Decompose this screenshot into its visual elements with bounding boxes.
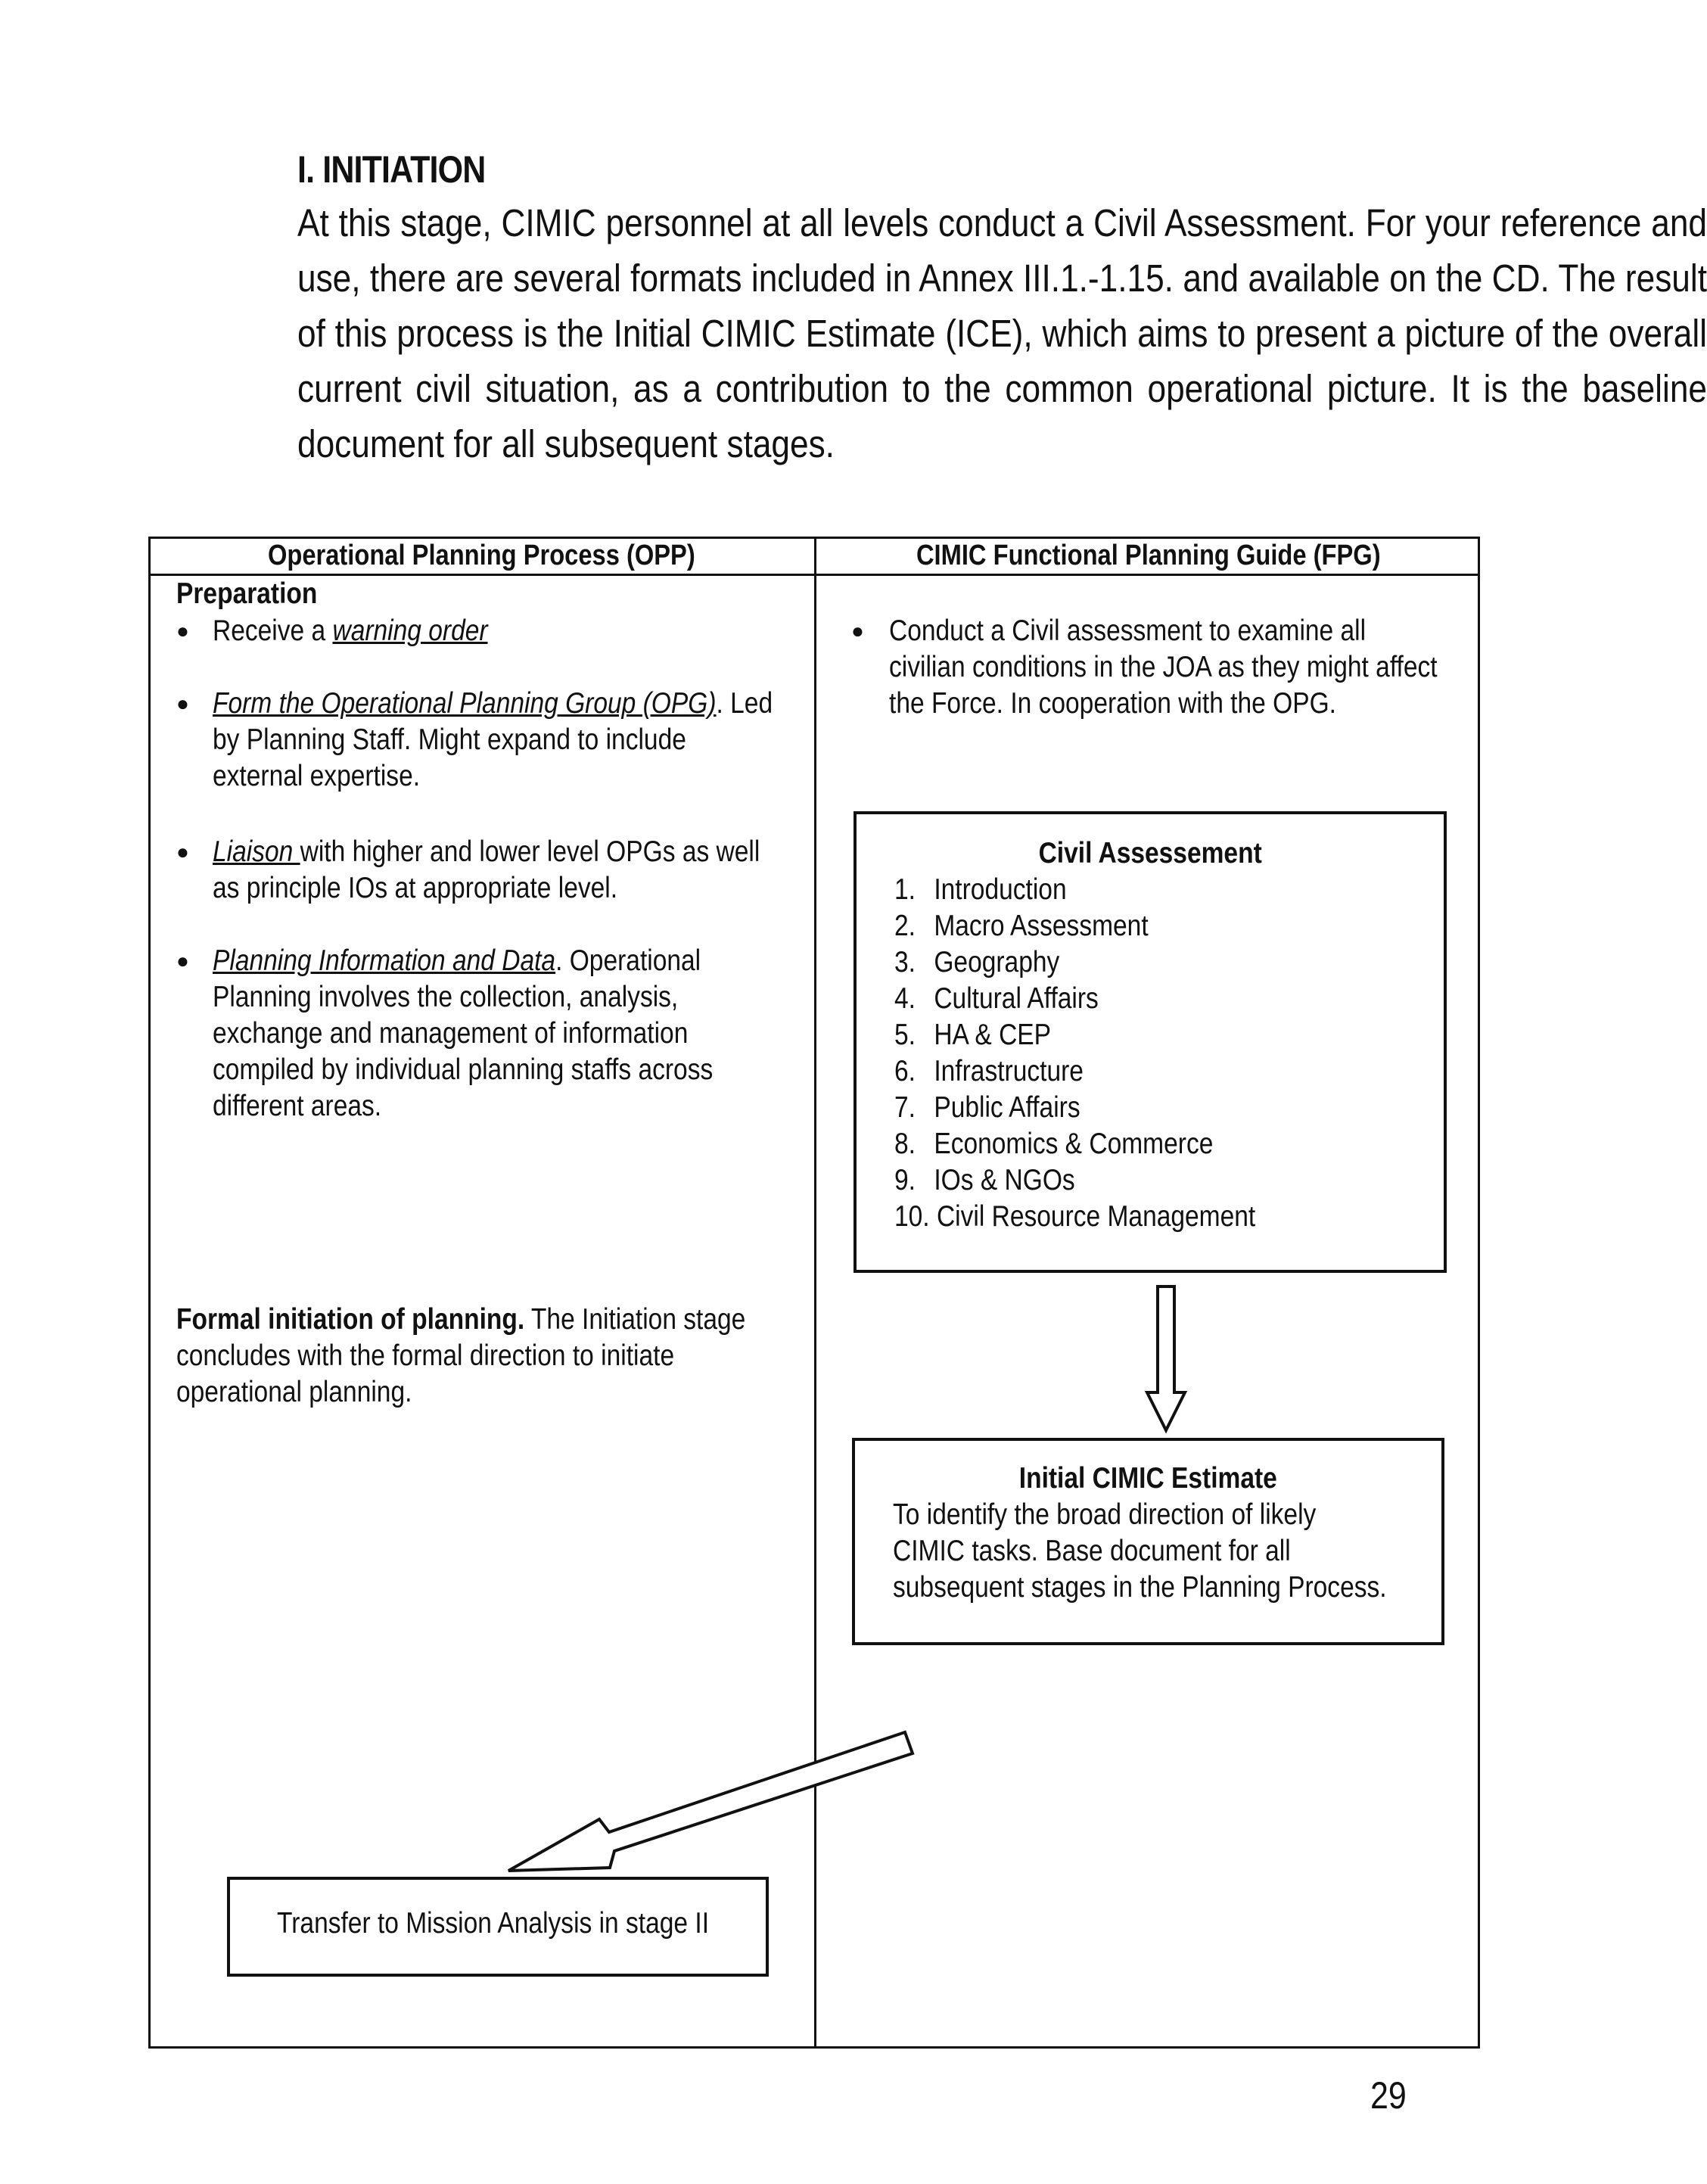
list-item: 5. HA & CEP xyxy=(894,1019,1052,1051)
down-arrow-icon xyxy=(1147,1286,1185,1430)
civil-assessment-title: Civil Assessement xyxy=(1038,837,1262,870)
opp-bullet-liaison: Liaison with higher and lower level OPGs as well as principle IOs at appropriate level. xyxy=(213,835,760,904)
list-item: 7. Public Affairs xyxy=(894,1091,1080,1124)
diagonal-arrow-icon xyxy=(508,1732,913,1871)
bullet-icon: ● xyxy=(851,619,864,642)
fpg-bullet-civil-assessment: Conduct a Civil assessment to examine all civilian conditions in the JOA as they might affect the Force. In cooperation with the OPG. xyxy=(889,614,1438,720)
page-number: 29 xyxy=(1370,2074,1407,2117)
list-item: 2. Macro Assessment xyxy=(894,910,1149,942)
opp-column-header: Operational Planning Process (OPP) xyxy=(267,540,695,571)
bullet-icon: ● xyxy=(176,840,189,863)
list-item: 6. Infrastructure xyxy=(894,1055,1084,1087)
bullet-icon: ● xyxy=(176,949,189,972)
formal-initiation-text: Formal initiation of planning. The Initiation stage concludes with the formal direction to initiate operational planning. xyxy=(176,1303,746,1408)
bullet-icon: ● xyxy=(176,619,189,642)
ice-description: To identify the broad direction of likely CIMIC tasks. Base document for all subsequent stages in the Planning Process. xyxy=(893,1498,1387,1604)
opp-bullet-planning-info: Planning Information and Data. Operational Planning involves the collection, analysis, exchange and management of information compiled by individual planning staffs across different areas. xyxy=(213,944,714,1122)
list-item: 3. Geography xyxy=(894,946,1060,978)
list-item: 9. IOs & NGOs xyxy=(894,1164,1075,1196)
bullet-icon: ● xyxy=(176,692,189,715)
opp-bullet-warning-order: Receive a warning order xyxy=(213,614,488,647)
list-item: 4. Cultural Affairs xyxy=(894,982,1099,1015)
list-item: 1. Introduction xyxy=(894,873,1067,906)
section-heading: I. INITIATION xyxy=(297,148,486,191)
list-item: 8. Economics & Commerce xyxy=(894,1128,1214,1160)
fpg-column-header: CIMIC Functional Planning Guide (FPG) xyxy=(916,540,1381,571)
transfer-box-label: Transfer to Mission Analysis in stage II xyxy=(277,1907,710,1940)
intro-paragraph: At this stage, CIMIC personnel at all levels conduct a Civil Assessment. For your reference and use, there are several formats included in Annex III.1.-1.15. and available on the CD. The result of this process is the Initial CIMIC Estimate (ICE), which aims to present a picture of the overall current civil situation, as a contribution to the common operational picture. It is the baseline document for all subsequent stages. xyxy=(297,201,1707,465)
ice-title: Initial CIMIC Estimate xyxy=(1018,1462,1277,1495)
list-item: 10. Civil Resource Management xyxy=(894,1200,1256,1233)
opp-bullet-form-opg: Form the Operational Planning Group (OPG). Led by Planning Staff. Might expand to include external expertise. xyxy=(213,687,773,792)
preparation-title: Preparation xyxy=(176,577,318,610)
